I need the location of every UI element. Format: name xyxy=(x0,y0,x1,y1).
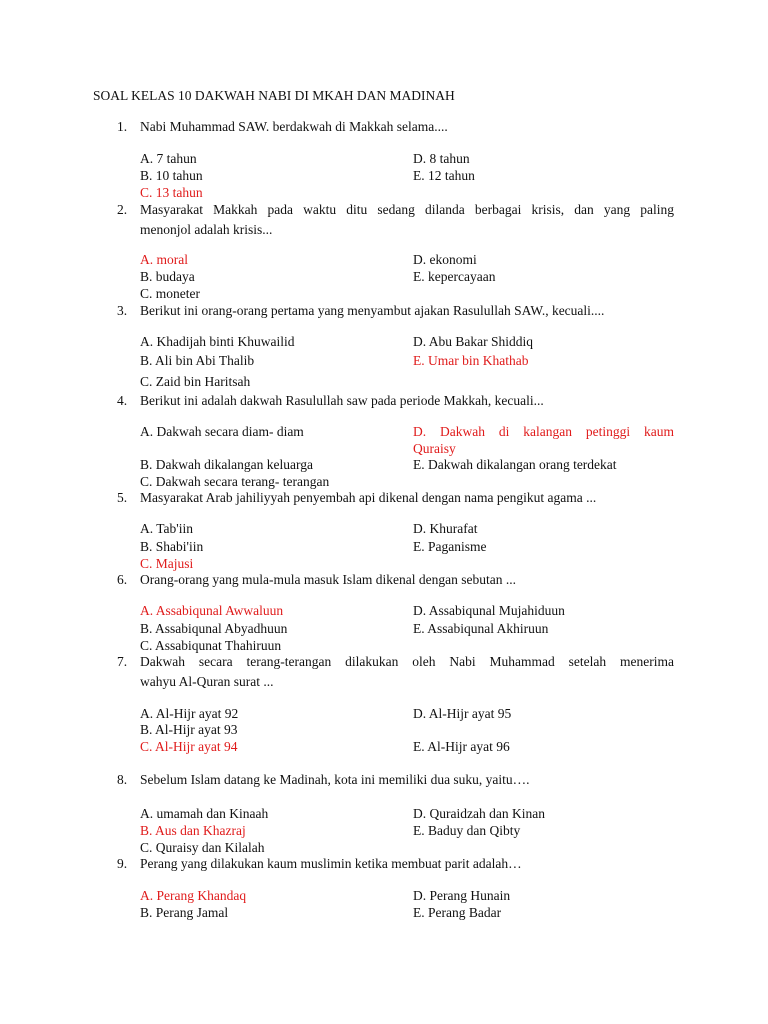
answer-option: E. Baduy dan Qibty xyxy=(413,823,521,838)
question-number: 6. xyxy=(117,572,128,587)
answer-option: D. Perang Hunain xyxy=(413,888,511,903)
answer-option: E. kepercayaan xyxy=(413,269,496,284)
answer-option: D. Quraidzah dan Kinan xyxy=(413,806,545,821)
answer-option: B. Shabi'iin xyxy=(140,539,204,554)
answer-option: A. Al-Hijr ayat 92 xyxy=(140,706,239,721)
question-text: Berikut ini adalah dakwah Rasulullah saw pada periode Makkah, kecuali... xyxy=(140,393,544,408)
question-number: 8. xyxy=(117,772,128,787)
answer-option: A. Tab'iin xyxy=(140,521,193,536)
answer-option: E. 12 tahun xyxy=(413,168,475,183)
question-number: 7. xyxy=(117,654,128,669)
answer-option-correct: C. 13 tahun xyxy=(140,185,203,200)
question-number: 4. xyxy=(117,393,128,408)
answer-option: D. 8 tahun xyxy=(413,151,470,166)
question-text: Masyarakat Arab jahiliyyah penyembah api dikenal dengan nama pengikut agama ... xyxy=(140,490,597,505)
question-text: Perang yang dilakukan kaum muslimin ketika membuat parit adalah… xyxy=(140,856,522,871)
answer-option: E. Al-Hijr ayat 96 xyxy=(413,739,510,754)
answer-option-correct: E. Umar bin Khathab xyxy=(413,353,529,368)
question-number: 9. xyxy=(117,856,128,871)
answer-option: D. Khurafat xyxy=(413,521,478,536)
answer-option: C. moneter xyxy=(140,286,200,301)
question-number: 2. xyxy=(117,202,128,217)
answer-option: B. budaya xyxy=(140,269,195,284)
answer-option-correct: D. Dakwah di kalangan petinggi kaum xyxy=(413,424,674,439)
answer-option: D. ekonomi xyxy=(413,252,477,267)
question-number: 3. xyxy=(117,303,128,318)
answer-option-correct: C. Al-Hijr ayat 94 xyxy=(140,739,238,754)
answer-option: A. umamah dan Kinaah xyxy=(140,806,269,821)
answer-option: A. 7 tahun xyxy=(140,151,197,166)
question-number: 1. xyxy=(117,119,128,134)
answer-option: B. Assabiqunal Abyadhuun xyxy=(140,621,288,636)
question-text: wahyu Al-Quran surat ... xyxy=(140,674,274,689)
answer-option-correct: B. Aus dan Khazraj xyxy=(140,823,246,838)
question-text: Masyarakat Makkah pada waktu ditu sedang dilanda berbagai krisis, dan yang paling xyxy=(140,202,674,217)
answer-option: E. Dakwah dikalangan orang terdekat xyxy=(413,457,617,472)
answer-option: C. Quraisy dan Kilalah xyxy=(140,840,265,855)
question-text: Nabi Muhammad SAW. berdakwah di Makkah selama.... xyxy=(140,119,448,134)
answer-option: D. Abu Bakar Shiddiq xyxy=(413,334,533,349)
answer-option: D. Assabiqunal Mujahiduun xyxy=(413,603,565,618)
answer-option-correct: A. moral xyxy=(140,252,188,267)
answer-option: D. Al-Hijr ayat 95 xyxy=(413,706,512,721)
question-text: Berikut ini orang-orang pertama yang menyambut ajakan Rasulullah SAW., kecuali.... xyxy=(140,303,605,318)
question-text: Dakwah secara terang-terangan dilakukan oleh Nabi Muhammad setelah menerima xyxy=(140,654,674,669)
answer-option-correct: A. Perang Khandaq xyxy=(140,888,247,903)
question-number: 5. xyxy=(117,490,128,505)
answer-option: C. Assabiqunat Thahiruun xyxy=(140,638,282,653)
answer-option: B. Ali bin Abi Thalib xyxy=(140,353,255,368)
answer-option: E. Paganisme xyxy=(413,539,487,554)
answer-option: C. Zaid bin Haritsah xyxy=(140,374,251,389)
answer-option: E. Assabiqunal Akhiruun xyxy=(413,621,549,636)
answer-option: B. 10 tahun xyxy=(140,168,203,183)
answer-option: B. Al-Hijr ayat 93 xyxy=(140,722,238,737)
question-text: Sebelum Islam datang ke Madinah, kota ini memiliki dua suku, yaitu…. xyxy=(140,772,530,787)
answer-option: C. Dakwah secara terang- terangan xyxy=(140,474,330,489)
question-text: Orang-orang yang mula-mula masuk Islam dikenal dengan sebutan ... xyxy=(140,572,517,587)
answer-option: E. Perang Badar xyxy=(413,905,502,920)
answer-option: A. Dakwah secara diam- diam xyxy=(140,424,304,439)
answer-option-correct: C. Majusi xyxy=(140,556,194,571)
answer-option: B. Dakwah dikalangan keluarga xyxy=(140,457,313,472)
page-title: SOAL KELAS 10 DAKWAH NABI DI MKAH DAN MADINAH xyxy=(93,88,455,103)
answer-option: B. Perang Jamal xyxy=(140,905,229,920)
answer-option: A. Khadijah binti Khuwailid xyxy=(140,334,295,349)
question-text: menonjol adalah krisis... xyxy=(140,222,273,237)
answer-option-correct: A. Assabiqunal Awwaluun xyxy=(140,603,284,618)
answer-option-correct: Quraisy xyxy=(413,441,456,456)
